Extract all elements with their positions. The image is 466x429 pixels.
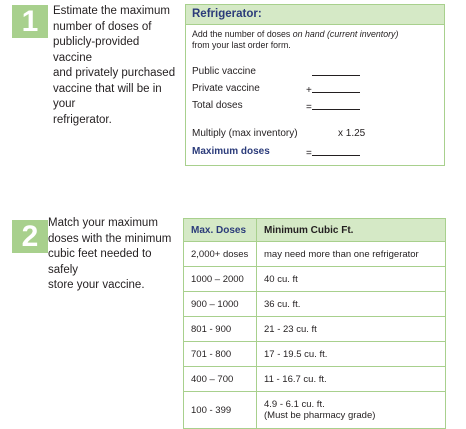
private-vaccine-label: Private vaccine [192,83,260,94]
instruction-text-2: from your last order form. [192,39,291,50]
doses-cell: 2,000+ doses [184,242,257,267]
table-row [184,267,446,292]
cubic-cell: may need more than one refrigerator [257,242,446,267]
table-row [184,342,446,367]
cubic-value: 4.9 - 6.1 cu. ft. [264,399,325,410]
refrigerator-worksheet [185,4,445,166]
doses-table [183,218,446,429]
public-vaccine-label: Public vaccine [192,66,256,77]
step-2-badge [12,220,48,253]
table-row [184,317,446,342]
equals-operator: = [306,148,312,159]
step-1-line: Estimate the maximum [53,5,170,17]
instruction-italic: on hand (current inventory) [292,29,399,39]
doses-cell: 801 - 900 [184,317,257,342]
private-vaccine-blank[interactable] [306,83,360,96]
equals-operator: = [306,102,312,113]
cubic-cell: 21 - 23 cu. ft [257,317,446,342]
total-doses-blank[interactable] [306,100,360,113]
step-2-text [48,216,180,294]
doses-cell: 100 - 399 [184,392,257,429]
step-1-line: refrigerator. [53,113,112,126]
cubic-cell: 17 - 19.5 cu. ft. [257,342,446,367]
step-2-number: 2 [21,219,39,253]
total-doses-label: Total doses [192,100,243,111]
doses-cell: 1000 – 2000 [184,267,257,292]
cubic-cell: 11 - 16.7 cu. ft. [257,367,446,392]
instruction-text: Add the number of doses [192,29,293,39]
step-1-line: and privately purchased [53,67,176,79]
step-2-line: cubic feet needed to safely [48,248,152,276]
multiply-label: Multiply (max inventory) [192,128,298,139]
refrigerator-title: Refrigerator: [186,5,444,25]
table-row [184,392,446,429]
doses-cell: 400 – 700 [184,367,257,392]
refrigerator-instruction [192,29,440,50]
max-doses-header: Max. Doses [184,219,257,242]
step-2-line: Match your maximum [48,217,158,229]
pharmacy-grade-note: (Must be pharmacy grade) [264,410,376,421]
table-row [184,292,446,317]
step-1-text [53,4,181,128]
step-1-badge [12,5,48,38]
step-2-line: store your vaccine. [48,279,145,291]
plus-operator: + [306,85,312,96]
step-2-line: doses with the minimum [48,232,172,245]
table-row [184,242,446,267]
cubic-cell: 40 cu. ft [257,267,446,292]
step-1-number: 1 [21,4,39,38]
cubic-cell [257,392,446,429]
step-1-line: number of doses of [53,20,152,33]
public-vaccine-blank[interactable] [312,66,360,79]
cubic-cell: 36 cu. ft. [257,292,446,317]
table-row [184,367,446,392]
doses-cell: 900 – 1000 [184,292,257,317]
step-1-line: publicly-provided vaccine [53,36,140,64]
maximum-doses-blank[interactable] [306,146,360,159]
maximum-doses-label: Maximum doses [192,146,270,157]
table-header-row [184,219,446,242]
min-cubic-ft-header: Minimum Cubic Ft. [257,219,446,242]
step-1-line: vaccine that will be in your [53,82,162,110]
doses-cell: 701 - 800 [184,342,257,367]
multiply-value: x 1.25 [338,128,366,139]
